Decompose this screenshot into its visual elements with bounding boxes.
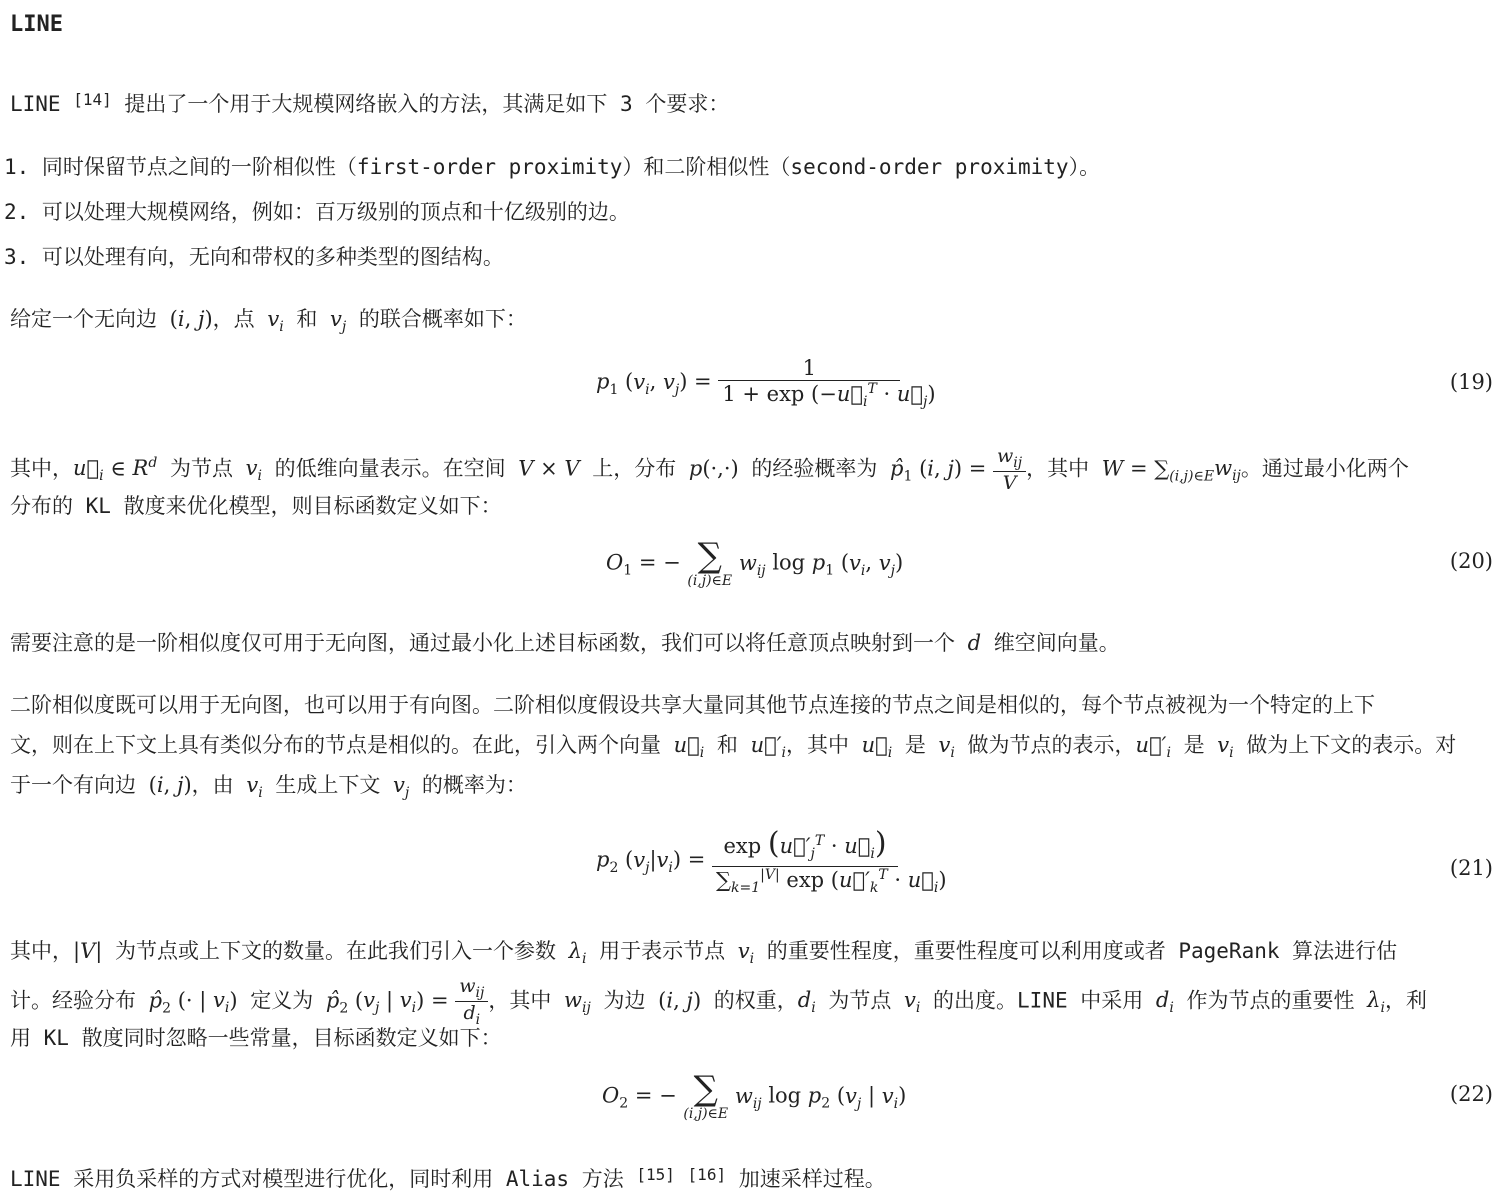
citation-link[interactable]: [16] bbox=[687, 1165, 727, 1184]
requirement-item-1: 1. 同时保留节点之间的一阶相似性（first-order proximity）和二阶相似性（second-order proximity）。 bbox=[4, 155, 1101, 179]
paragraph-joint-probability: 给定一个无向边 (i, j)，点 $v_i$ 和 $v_j$ 的联合概率如下： bbox=[10, 307, 527, 336]
equation-number-20: (20) bbox=[1449, 549, 1493, 573]
requirement-item-3: 3. 可以处理有向，无向和带权的多种类型的图结构。 bbox=[4, 245, 504, 269]
paragraph-kl-line: 分布的 KL 散度来优化模型，则目标函数定义如下： bbox=[10, 494, 502, 518]
paragraph-importance-line-2: 计。经验分布 $p̂_2$ (· | $v_i$) 定义为 $p̂_2$ ($v_j$ | $v_i$) = $\frac{w_{ij}}{d_i}$ ，其中 $w_{ij}$ 为边 (i, j) 的权重，$d_i$ 为节点 $v_i$ 的出度。LINE 中采用 $d_i$ 作为节点的重要性 $\lambda_i$，利 bbox=[10, 975, 1427, 1028]
equation-number-19: (19) bbox=[1449, 370, 1493, 394]
equation-21: $p_2$ $(v_j|v_i)$ = $\frac{\exp (u⃗'_j^T \cdot u⃗_i)}{\sum_{k=1}^{|V|} \exp (u⃗'_k^T \cdot u⃗_i)}$ (21) bbox=[596, 826, 1493, 897]
paragraph-importance-line-3: 用 KL 散度同时忽略一些常量，目标函数定义如下： bbox=[10, 1026, 502, 1050]
paragraph-negative-sampling: LINE 采用负采样的方式对模型进行优化，同时利用 Alias 方法 [15] [16] 加速采样过程。 bbox=[10, 1165, 886, 1191]
equation-number-21: (21) bbox=[1449, 856, 1493, 880]
requirement-item-2: 2. 可以处理大规模网络，例如：百万级别的顶点和十亿级别的边。 bbox=[4, 200, 630, 224]
equation-number-22: (22) bbox=[1449, 1082, 1493, 1106]
equation-20: $O_1$ = − ∑ (i,j)∈E $w_{ij}$ $\log p_1$ ($v_i$, $v_j$) (20) bbox=[606, 536, 1493, 589]
intro-paragraph: LINE [14] 提出了一个用于大规模网络嵌入的方法，其满足如下 3 个要求： bbox=[10, 90, 730, 116]
citation-link[interactable]: [15] bbox=[636, 1165, 675, 1184]
paragraph-first-order-note: 需要注意的是一阶相似度仅可用于无向图，通过最小化上述目标函数，我们可以将任意顶点映射到一个 d 维空间向量。 bbox=[10, 631, 1120, 655]
paragraph-second-order-line-2: 文，则在上下文上具有类似分布的节点是相似的。在此，引入两个向量 $u⃗_i$ 和 $u⃗'_i$，其中 $u⃗_i$ 是 $v_i$ 做为节点的表示，$u⃗'_i$ 是 $v_i$ 做为上下文的表示。对 bbox=[10, 733, 1457, 762]
paragraph-second-order-line-1: 二阶相似度既可以用于无向图，也可以用于有向图。二阶相似度假设共享大量同其他节点连接的节点之间是相似的，每个节点被视为一个特定的上下 bbox=[10, 693, 1375, 717]
section-heading: LINE bbox=[10, 12, 63, 37]
equation-19: $p_1$ ($v_i$, $v_j$) = $\frac{1}{1 + \exp (-u⃗_i^T \cdot u⃗_j)}$ (19) bbox=[596, 356, 1493, 411]
citation-link[interactable]: [14] bbox=[73, 90, 112, 109]
paragraph-second-order-line-3: 于一个有向边 (i, j)，由 $v_i$ 生成上下文 $v_j$ 的概率为： bbox=[10, 773, 527, 802]
equation-22: $O_2$ = − ∑ (i,j)∈E $w_{ij}$ $\log p_2$ ($v_j$ | $v_i$) (22) bbox=[602, 1069, 1493, 1122]
paragraph-importance-line-1: 其中，|V| 为节点或上下文的数量。在此我们引入一个参数 $\lambda_i$ 用于表示节点 $v_i$ 的重要性程度，重要性程度可以利用度或者 PageRank 算法进行估 bbox=[10, 939, 1398, 968]
paragraph-empirical-probability: 其中，$u⃗_i$ ∈ $R^d$ 为节点 $v_i$ 的低维向量表示。在空间 V × V 上，分布 p(·,·) 的经验概率为 $p̂_1$ (i, j) = $\frac{w_{ij}}{V}$ ，其中 $W = \sum_{(i,j)\in E}w_{ij}$。通过最小化两个 bbox=[10, 445, 1409, 494]
